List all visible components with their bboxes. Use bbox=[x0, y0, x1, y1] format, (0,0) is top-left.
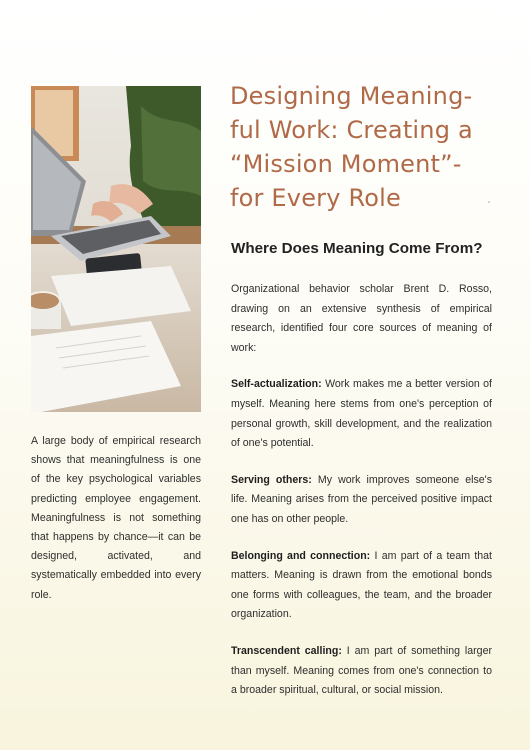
source-label: Serving others: bbox=[231, 473, 312, 486]
office-laptop-photo bbox=[31, 86, 201, 412]
intro-sidebar-paragraph: A large body of empirical research shows that meaningfulness is one of the key psychological variables predicting employee engagement. Meaningfulness is not something that happens by chance—it can be designed, activated, and systematically embedded into every role. bbox=[31, 435, 201, 601]
source-label: Belonging and connection: bbox=[231, 549, 371, 562]
source-label: Transcendent calling: bbox=[231, 644, 342, 657]
laptop-typing-image bbox=[31, 86, 201, 412]
intro-paragraph: Organizational behavior scholar Brent D. Rosso, drawing on an extensive synthesis of empirical research, identified four core sources of meaning of work: bbox=[231, 283, 492, 354]
meaning-source-item bbox=[231, 471, 492, 530]
title-line: for Every Role bbox=[230, 184, 401, 212]
meaning-source-item bbox=[231, 375, 492, 453]
section-heading: Where Does Meaning Come From? bbox=[231, 240, 483, 257]
source-text: Work makes me a better version of myself. Meaning here stems from one's perception of personal growth, skill development, and the realization of one's potential. bbox=[231, 378, 492, 450]
page-title bbox=[230, 79, 492, 215]
source-label: Self-actualization: bbox=[231, 378, 322, 391]
title-line: Designing Meaning- bbox=[230, 82, 473, 110]
meaning-source-item bbox=[231, 642, 492, 701]
decorative-dot bbox=[488, 201, 490, 203]
source-text: I am part of a team that matters. Meaning is drawn from the emotional bonds one forms with colleagues, the team, and the broader organization. bbox=[231, 549, 492, 621]
title-line: “Mission Moment”- bbox=[230, 150, 462, 178]
source-text: My work improves someone else's life. Meaning arises from the perceived positive impact one has on other people. bbox=[231, 473, 492, 525]
meaning-source-item bbox=[231, 547, 492, 625]
title-line: ful Work: Creating a bbox=[230, 116, 473, 144]
main-content bbox=[231, 280, 492, 718]
source-text: I am part of something larger than myself. Meaning comes from one's connection to a broader spiritual, cultural, or social mission. bbox=[231, 644, 492, 697]
